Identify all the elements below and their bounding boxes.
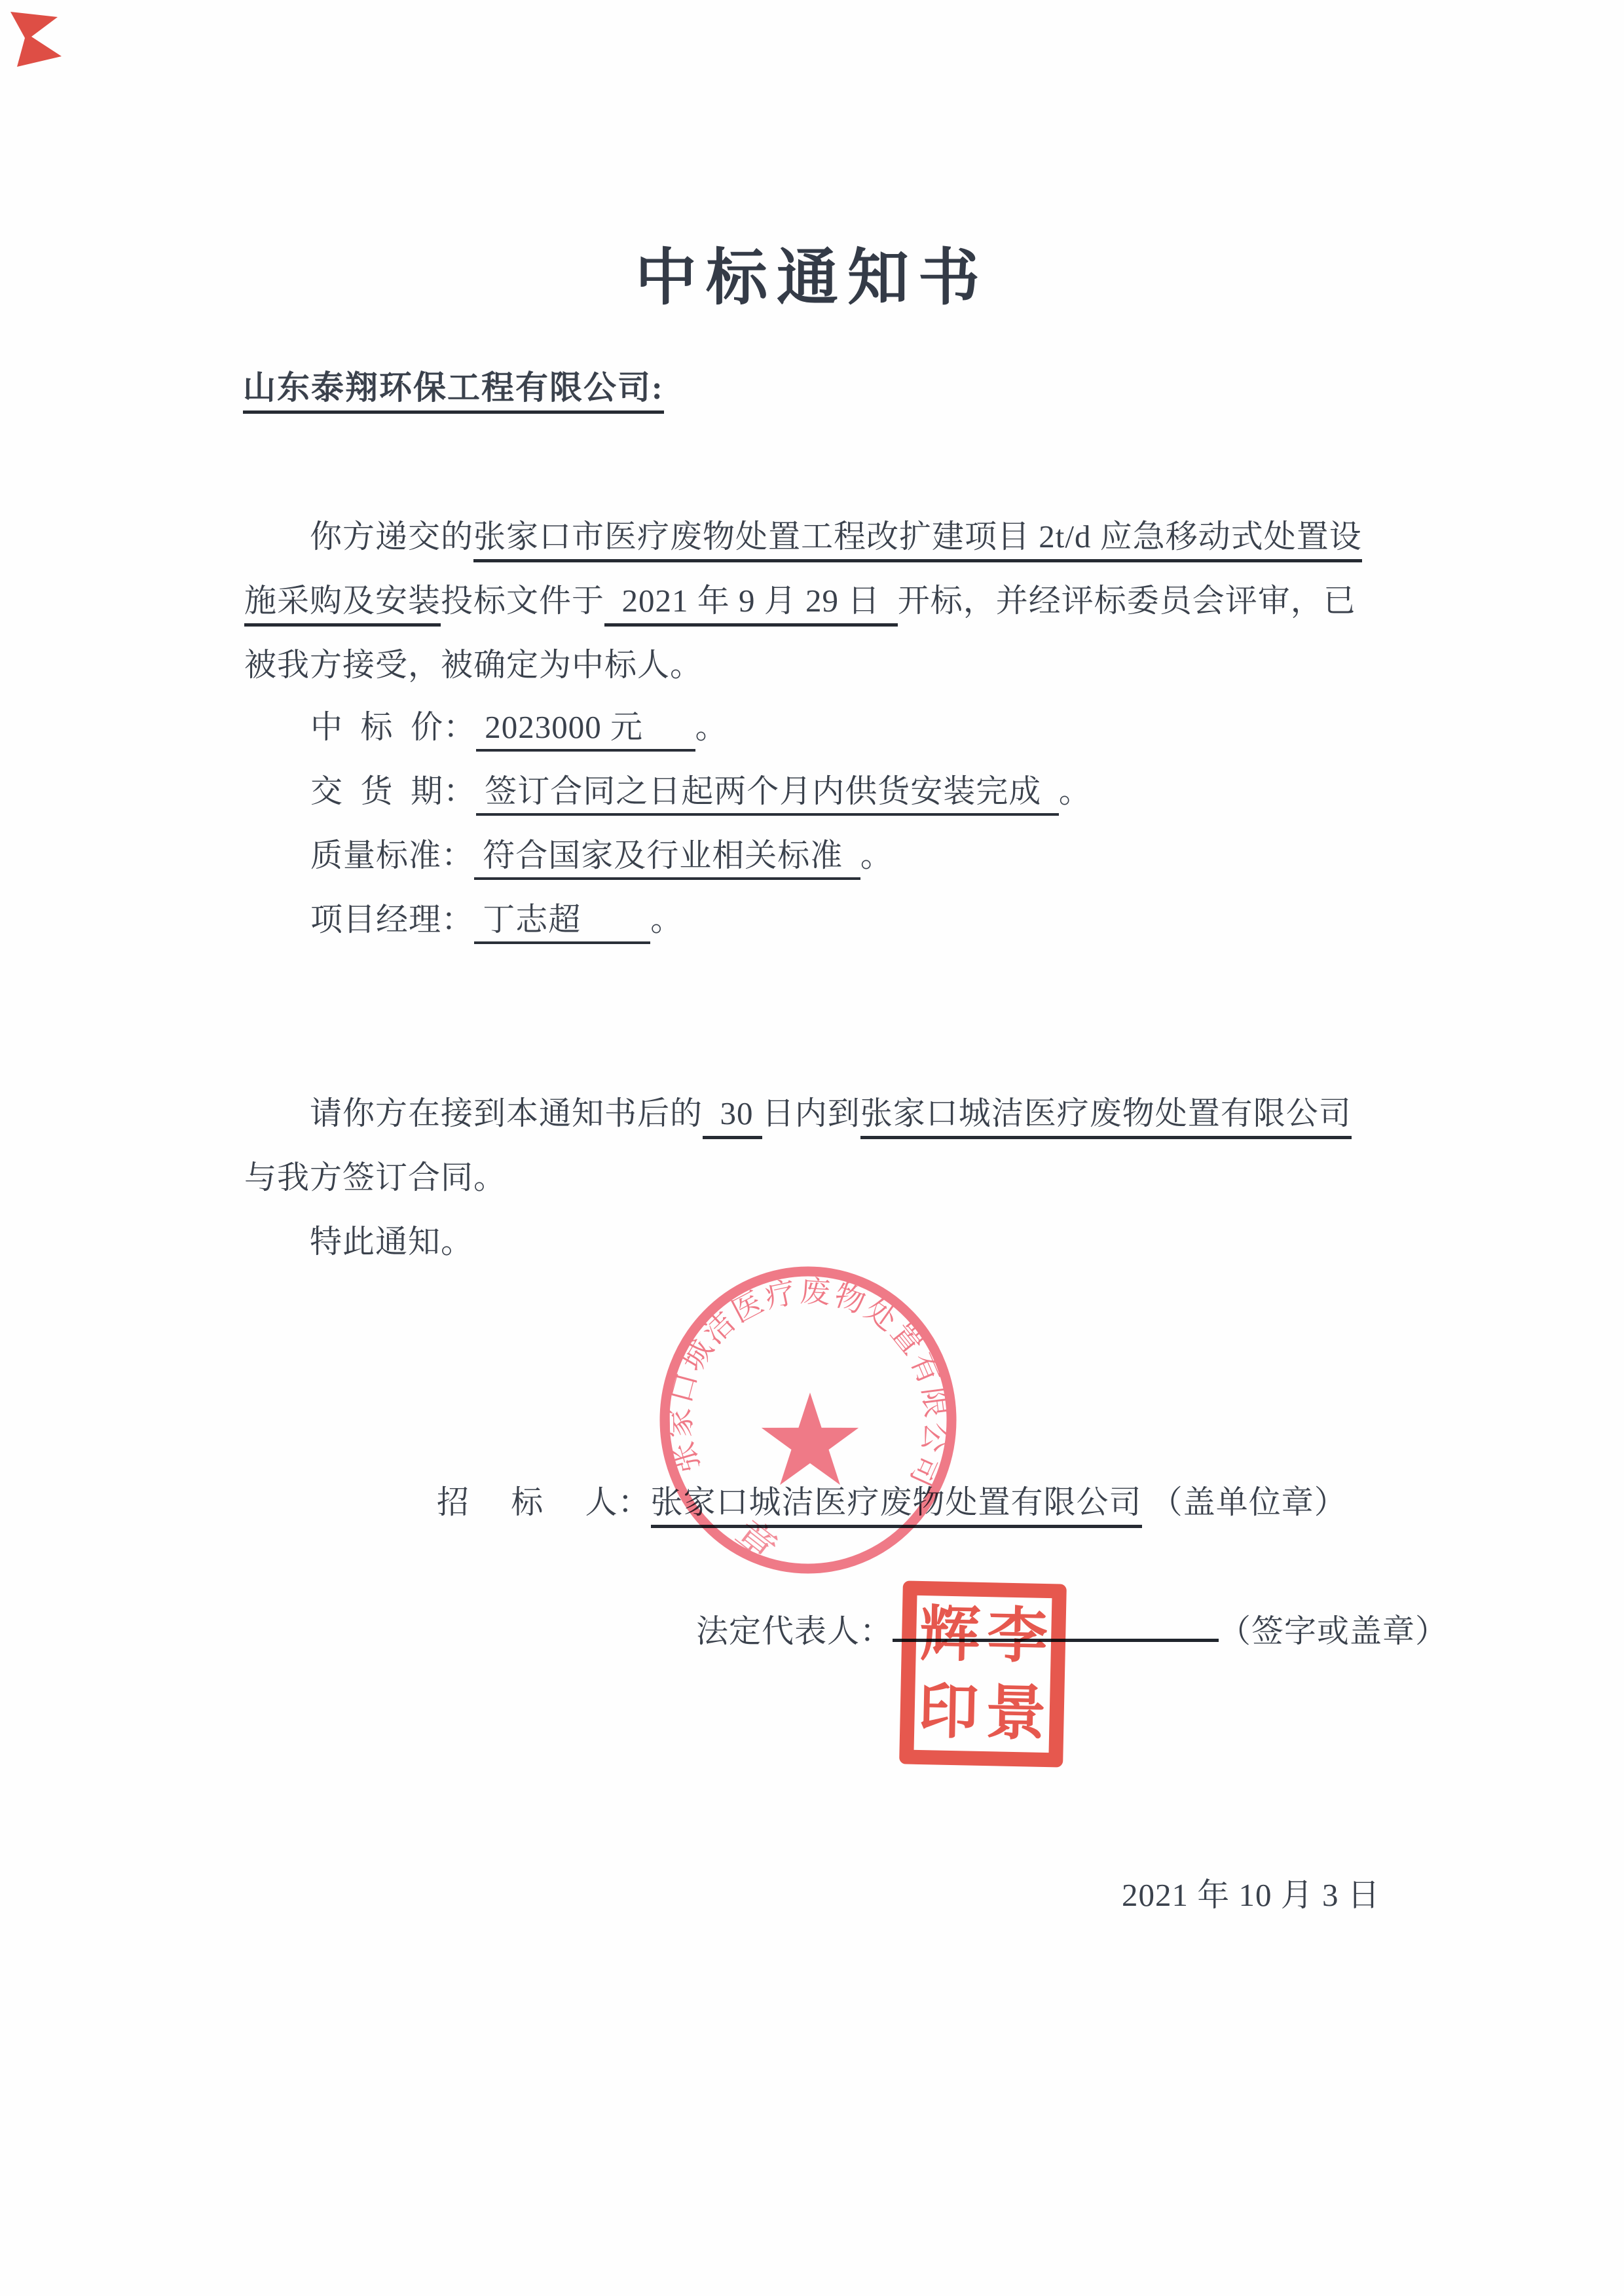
field-suffix-manager: 。	[650, 902, 684, 938]
field-label-delivery: 交 货 期：	[310, 773, 477, 809]
para1-line2	[244, 575, 1356, 621]
recipient-name: 山东泰翔环保工程有限公司:	[243, 369, 664, 414]
bidder-label: 招 标 人：	[437, 1484, 651, 1520]
field-label-quality: 质量标准：	[310, 837, 475, 873]
red-corner-shape	[10, 12, 62, 67]
square-name-seal	[899, 1580, 1067, 1767]
para1-line2-underlined-a: 施采购及安装	[244, 583, 441, 627]
bidder-seal-note: （盖单位章）	[1150, 1484, 1347, 1520]
field-row-price	[310, 702, 728, 748]
field-value-quality: 符合国家及行业相关标准	[474, 837, 860, 880]
para1-line3: 被我方接受，被确定为中标人。	[244, 647, 703, 683]
para2-line3: 特此通知。	[310, 1224, 474, 1260]
round-seal-star-icon	[762, 1393, 858, 1485]
field-row-quality	[310, 830, 893, 876]
para1-line2-underlined-b: 2021 年 9 月 29 日	[604, 583, 898, 627]
para1-line2-mid: 投标文件于	[441, 583, 605, 619]
field-value-price: 2023000 元	[476, 709, 695, 752]
square-seal-char-hui: 辉	[919, 1600, 981, 1669]
field-suffix-quality: 。	[860, 837, 893, 873]
square-seal-char-li: 李	[986, 1602, 1048, 1671]
para1-line1-underlined: 张家口市医疗废物处置工程改扩建项目 2t/d 应急移动式处置设	[473, 519, 1362, 562]
para1-line1-prefix: 你方递交的	[310, 519, 474, 555]
bidder-note	[1142, 1484, 1151, 1520]
field-label-manager: 项目经理：	[310, 902, 475, 938]
date-line: 2021 年 10 月 3 日	[1122, 1877, 1380, 1913]
round-seal-company-text: 张家口城洁医疗废物处置有限公司	[663, 1274, 954, 1494]
para2-line1-prefix: 请你方在接到本通知书后的	[310, 1095, 703, 1131]
para2-line1	[244, 1088, 1352, 1134]
field-label-price: 中 标 价：	[310, 709, 477, 745]
para2-days-underlined: 30	[703, 1095, 762, 1139]
red-corner-mark	[8, 9, 67, 69]
bidder-name-underlined: 张家口城洁医疗废物处置有限公司	[651, 1484, 1142, 1528]
field-row-manager	[310, 894, 683, 940]
square-seal-char-yin: 印	[917, 1677, 980, 1746]
legal-rep-note: （签字或盖章）	[1219, 1613, 1449, 1649]
para1-line2-suffix: 开标，并经评标委员会评审，已	[897, 583, 1356, 619]
field-suffix-delivery: 。	[1058, 773, 1092, 809]
legal-rep-row	[696, 1601, 1448, 1652]
para2-line2: 与我方签订合同。	[244, 1159, 507, 1195]
field-suffix-price: 。	[695, 709, 728, 745]
para2-line1-mid: 日内到	[762, 1095, 860, 1131]
page-title: 中标通知书	[635, 244, 989, 312]
field-row-delivery	[310, 766, 1092, 812]
field-value-delivery: 签订合同之日起两个月内供货安装完成	[476, 773, 1059, 816]
field-value-manager: 丁志超	[474, 902, 650, 944]
square-seal-char-jing: 景	[985, 1679, 1047, 1748]
para1-line1	[244, 511, 1362, 557]
round-company-seal	[659, 1266, 957, 1575]
round-seal-extra-char: 章	[725, 1512, 785, 1573]
recipient-line	[243, 361, 664, 409]
legal-rep-label: 法定代表人：	[696, 1613, 893, 1649]
para2-company-underlined: 张家口城洁医疗废物处置有限公司	[860, 1095, 1352, 1139]
